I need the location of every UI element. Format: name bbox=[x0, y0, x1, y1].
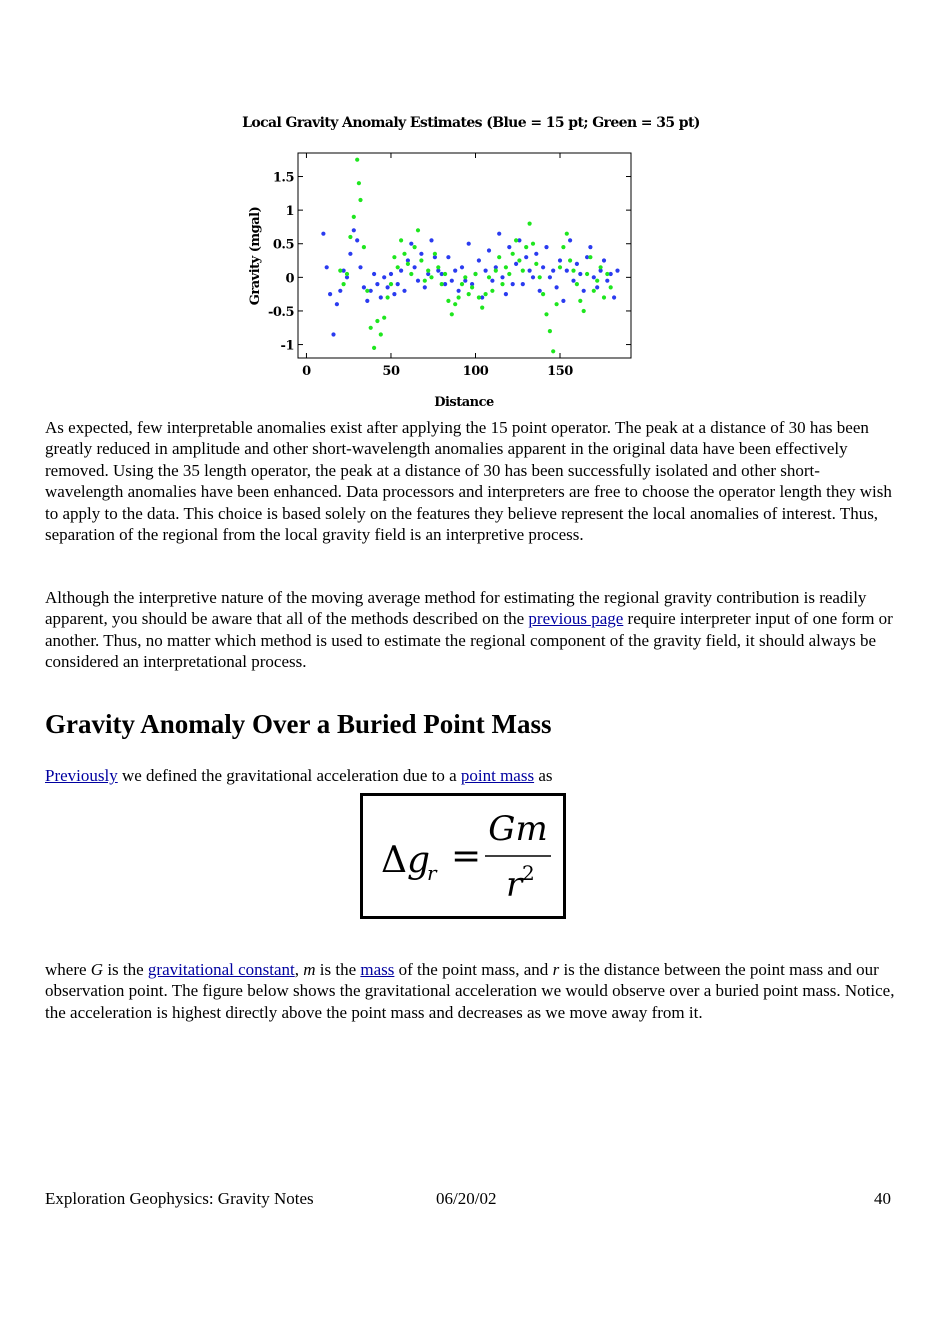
scatter-point bbox=[365, 299, 369, 303]
scatter-point bbox=[609, 285, 613, 289]
scatter-point bbox=[352, 215, 356, 219]
scatter-point bbox=[565, 232, 569, 236]
y-axis-label: Gravity (mgal) bbox=[248, 206, 263, 306]
scatter-point bbox=[467, 242, 471, 246]
scatter-point bbox=[392, 292, 396, 296]
scatter-point bbox=[389, 272, 393, 276]
scatter-point bbox=[429, 275, 433, 279]
formula-box bbox=[360, 793, 566, 919]
formula-sub-r: r bbox=[427, 861, 437, 885]
scatter-point bbox=[585, 272, 589, 276]
formula-g: g bbox=[407, 840, 431, 881]
y-tick-label: 1 bbox=[285, 204, 294, 220]
scatter-point bbox=[615, 269, 619, 273]
formula-numerator: Gm bbox=[488, 809, 548, 849]
scatter-point bbox=[477, 258, 481, 262]
scatter-point bbox=[558, 258, 562, 262]
scatter-point bbox=[561, 299, 565, 303]
scatter-point bbox=[602, 258, 606, 262]
chart-svg bbox=[236, 108, 706, 413]
scatter-point bbox=[595, 279, 599, 283]
formula-equals: = bbox=[451, 836, 482, 877]
scatter-point bbox=[342, 282, 346, 286]
scatter-point bbox=[531, 242, 535, 246]
p3-text-mid: we defined the gravitational acceleration due to a bbox=[117, 766, 461, 785]
scatter-point bbox=[369, 326, 373, 330]
scatter-point bbox=[555, 302, 559, 306]
scatter-point bbox=[419, 258, 423, 262]
scatter-point bbox=[416, 279, 420, 283]
scatter-point bbox=[392, 255, 396, 259]
y-tick-label: 1.5 bbox=[272, 170, 294, 186]
scatter-point bbox=[402, 289, 406, 293]
scatter-point bbox=[524, 245, 528, 249]
scatter-point bbox=[538, 289, 542, 293]
scatter-point bbox=[325, 265, 329, 269]
formula-delta: Δ bbox=[381, 840, 407, 881]
scatter-point bbox=[396, 265, 400, 269]
scatter-point bbox=[321, 232, 325, 236]
scatter-point bbox=[541, 292, 545, 296]
scatter-point bbox=[605, 272, 609, 276]
scatter-point bbox=[402, 252, 406, 256]
scatter-point bbox=[463, 275, 467, 279]
scatter-point bbox=[453, 302, 457, 306]
scatter-point bbox=[467, 292, 471, 296]
gravitational-constant-link[interactable]: gravitational constant bbox=[147, 960, 295, 979]
scatter-point bbox=[571, 269, 575, 273]
scatter-point bbox=[500, 282, 504, 286]
paragraph-point-mass-intro bbox=[45, 765, 895, 786]
scatter-point bbox=[578, 272, 582, 276]
scatter-point bbox=[355, 238, 359, 242]
scatter-point bbox=[460, 265, 464, 269]
scatter-point bbox=[490, 289, 494, 293]
scatter-point bbox=[514, 238, 518, 242]
series-green-35pt bbox=[338, 158, 613, 354]
scatter-point bbox=[379, 332, 383, 336]
scatter-point bbox=[416, 228, 420, 232]
scatter-point bbox=[507, 272, 511, 276]
scatter-point bbox=[413, 245, 417, 249]
scatter-point bbox=[588, 245, 592, 249]
scatter-point bbox=[578, 299, 582, 303]
scatter-point bbox=[507, 245, 511, 249]
scatter-point bbox=[358, 265, 362, 269]
scatter-point bbox=[450, 279, 454, 283]
scatter-point bbox=[497, 232, 501, 236]
axis-ticks bbox=[268, 153, 631, 379]
scatter-point bbox=[429, 238, 433, 242]
scatter-point bbox=[538, 275, 542, 279]
scatter-point bbox=[419, 252, 423, 256]
scatter-point bbox=[396, 282, 400, 286]
mass-link[interactable]: mass bbox=[360, 960, 395, 979]
scatter-point bbox=[357, 181, 361, 185]
scatter-point bbox=[470, 285, 474, 289]
previous-page-link[interactable]: previous page bbox=[528, 609, 624, 629]
scatter-point bbox=[544, 245, 548, 249]
scatter-point bbox=[504, 265, 508, 269]
scatter-point bbox=[352, 228, 356, 232]
scatter-point bbox=[362, 245, 366, 249]
scatter-point bbox=[612, 295, 616, 299]
scatter-point bbox=[338, 269, 342, 273]
p4-text-d: is the bbox=[315, 960, 361, 979]
scatter-point bbox=[555, 285, 559, 289]
p4-text-c: , bbox=[294, 960, 304, 979]
paragraph-formula-explanation bbox=[45, 959, 895, 1023]
scatter-point bbox=[558, 265, 562, 269]
scatter-point bbox=[399, 238, 403, 242]
scatter-point bbox=[582, 289, 586, 293]
scatter-point bbox=[436, 265, 440, 269]
scatter-point bbox=[345, 272, 349, 276]
scatter-point bbox=[457, 289, 461, 293]
scatter-point bbox=[575, 282, 579, 286]
scatter-point bbox=[521, 282, 525, 286]
scatter-point bbox=[500, 275, 504, 279]
scatter-point bbox=[541, 265, 545, 269]
y-tick-label: -1 bbox=[280, 338, 294, 354]
scatter-point bbox=[443, 272, 447, 276]
scatter-point bbox=[592, 289, 596, 293]
scatter-point bbox=[389, 282, 393, 286]
p4-text-a: where bbox=[45, 960, 91, 979]
scatter-point bbox=[480, 306, 484, 310]
scatter-point bbox=[571, 279, 575, 283]
scatter-point bbox=[484, 292, 488, 296]
scatter-point bbox=[602, 295, 606, 299]
scatter-point bbox=[595, 285, 599, 289]
scatter-point bbox=[473, 272, 477, 276]
p4-symbol-m: m bbox=[303, 960, 316, 979]
scatter-point bbox=[406, 262, 410, 266]
scatter-point bbox=[511, 252, 515, 256]
scatter-point bbox=[528, 222, 532, 226]
scatter-point bbox=[409, 242, 413, 246]
x-tick-label: 150 bbox=[547, 364, 573, 379]
previously-link[interactable]: Previously bbox=[45, 766, 118, 785]
scatter-point bbox=[575, 262, 579, 266]
scatter-point bbox=[561, 245, 565, 249]
p2-text-before: Although the interpretive nature of the moving average method for estimating the regional gravity contribution is readily apparent, you should be aware that all of the methods described on the bbox=[45, 588, 867, 629]
scatter-point bbox=[551, 349, 555, 353]
y-tick-label: 0 bbox=[285, 271, 294, 287]
formula-exponent: 2 bbox=[522, 861, 535, 885]
scatter-point bbox=[494, 269, 498, 273]
scatter-point bbox=[487, 248, 491, 252]
scatter-point bbox=[528, 269, 532, 273]
scatter-point bbox=[338, 289, 342, 293]
p4-text-b: is the bbox=[103, 960, 148, 979]
scatter-point bbox=[592, 275, 596, 279]
y-tick-label: -0.5 bbox=[267, 304, 294, 320]
scatter-point bbox=[362, 285, 366, 289]
x-tick-label: 100 bbox=[462, 364, 489, 379]
scatter-point bbox=[484, 269, 488, 273]
scatter-point bbox=[534, 262, 538, 266]
scatter-point bbox=[453, 269, 457, 273]
scatter-point bbox=[399, 269, 403, 273]
scatter-point bbox=[446, 255, 450, 259]
point-mass-link[interactable]: point mass bbox=[460, 766, 535, 785]
scatter-point bbox=[477, 295, 481, 299]
section-heading: Gravity Anomaly Over a Buried Point Mass bbox=[45, 709, 552, 739]
scatter-point bbox=[490, 279, 494, 283]
scatter-point bbox=[426, 269, 430, 273]
scatter-point bbox=[413, 265, 417, 269]
scatter-point bbox=[365, 289, 369, 293]
scatter-point bbox=[386, 295, 390, 299]
scatter-point bbox=[450, 312, 454, 316]
scatter-point bbox=[348, 252, 352, 256]
scatter-point bbox=[423, 285, 427, 289]
scatter-point bbox=[534, 252, 538, 256]
scatter-point bbox=[582, 309, 586, 313]
p4-symbol-G: G bbox=[90, 960, 104, 979]
formula-svg bbox=[363, 796, 563, 916]
scatter-point bbox=[358, 198, 362, 202]
scatter-point bbox=[511, 282, 515, 286]
scatter-point bbox=[588, 255, 592, 259]
y-tick-label: 0.5 bbox=[272, 237, 294, 253]
scatter-point bbox=[423, 279, 427, 283]
scatter-point bbox=[328, 292, 332, 296]
p4-text-f: is the distance between the point mass and our observation point. The figure below shows the gravitational acceleration we would observe over a buried point mass. Notice, the acceleration is highest directly above the point mass and decreases as we move away from it. bbox=[45, 960, 895, 1022]
scatter-point bbox=[568, 238, 572, 242]
scatter-point bbox=[548, 275, 552, 279]
scatter-point bbox=[524, 255, 528, 259]
scatter-point bbox=[517, 258, 521, 262]
paragraph-operator-results: As expected, few interpretable anomalies exist after applying the 15 point operator. The peak at a distance of 30 has been greatly reduced in amplitude and other short-wavelength anomalies apparent in the original data have been effectively removed. Using the 35 length operator, the peak at a distance of 30 has been successfully isolated and other short-wavelength anomalies have been enhanced. Data processors and interpreters are free to choose the operator length they wish to apply to the data. This choice is based solely on the features they believe represent the local anomalies of interest. Thus, separation of the regional from the local gravity field is an interpretive process. bbox=[45, 418, 892, 545]
scatter-point bbox=[544, 312, 548, 316]
scatter-point bbox=[440, 282, 444, 286]
scatter-point bbox=[446, 299, 450, 303]
paragraph-interpretive-nature bbox=[45, 587, 895, 673]
chart-title: Local Gravity Anomaly Estimates (Blue = 15 pt; Green = 35 pt) bbox=[242, 115, 700, 131]
footer-page-number: 40 bbox=[874, 1189, 891, 1208]
scatter-point bbox=[487, 275, 491, 279]
scatter-point bbox=[348, 235, 352, 239]
p3-text-end: as bbox=[534, 766, 553, 785]
scatter-point bbox=[372, 346, 376, 350]
scatter-point bbox=[568, 258, 572, 262]
scatter-point bbox=[521, 269, 525, 273]
scatter-point bbox=[379, 295, 383, 299]
scatter-point bbox=[355, 158, 359, 162]
scatter-point bbox=[375, 282, 379, 286]
scatter-point bbox=[551, 269, 555, 273]
series-blue-15pt bbox=[321, 228, 619, 336]
scatter-point bbox=[460, 282, 464, 286]
scatter-point bbox=[335, 302, 339, 306]
footer-title: Exploration Geophysics: Gravity Notes bbox=[45, 1189, 314, 1208]
footer-date: 06/20/02 bbox=[436, 1189, 497, 1208]
gravity-anomaly-chart bbox=[236, 108, 706, 413]
scatter-point bbox=[409, 272, 413, 276]
p2-text-after: require interpreter input of one form or another. Thus, no matter which method is used to estimate the regional component of the gravity field, it should always be considered an interpretational process. bbox=[45, 609, 893, 672]
scatter-point bbox=[382, 316, 386, 320]
p4-text-e: of the point mass, and bbox=[394, 960, 553, 979]
scatter-point bbox=[433, 252, 437, 256]
scatter-point bbox=[565, 269, 569, 273]
scatter-point bbox=[514, 262, 518, 266]
x-tick-label: 0 bbox=[302, 364, 311, 379]
scatter-point bbox=[375, 319, 379, 323]
scatter-point bbox=[548, 329, 552, 333]
scatter-point bbox=[605, 279, 609, 283]
series-layer bbox=[321, 158, 619, 354]
scatter-point bbox=[531, 275, 535, 279]
formula-denominator: r bbox=[506, 865, 523, 905]
scatter-point bbox=[386, 285, 390, 289]
scatter-point bbox=[497, 255, 501, 259]
scatter-point bbox=[372, 272, 376, 276]
scatter-point bbox=[457, 295, 461, 299]
x-axis-label: Distance bbox=[434, 395, 494, 410]
scatter-point bbox=[599, 265, 603, 269]
p4-symbol-r: r bbox=[552, 960, 560, 979]
plot-frame bbox=[298, 153, 631, 358]
scatter-point bbox=[331, 332, 335, 336]
scatter-point bbox=[382, 275, 386, 279]
x-tick-label: 50 bbox=[382, 364, 400, 379]
scatter-point bbox=[504, 292, 508, 296]
